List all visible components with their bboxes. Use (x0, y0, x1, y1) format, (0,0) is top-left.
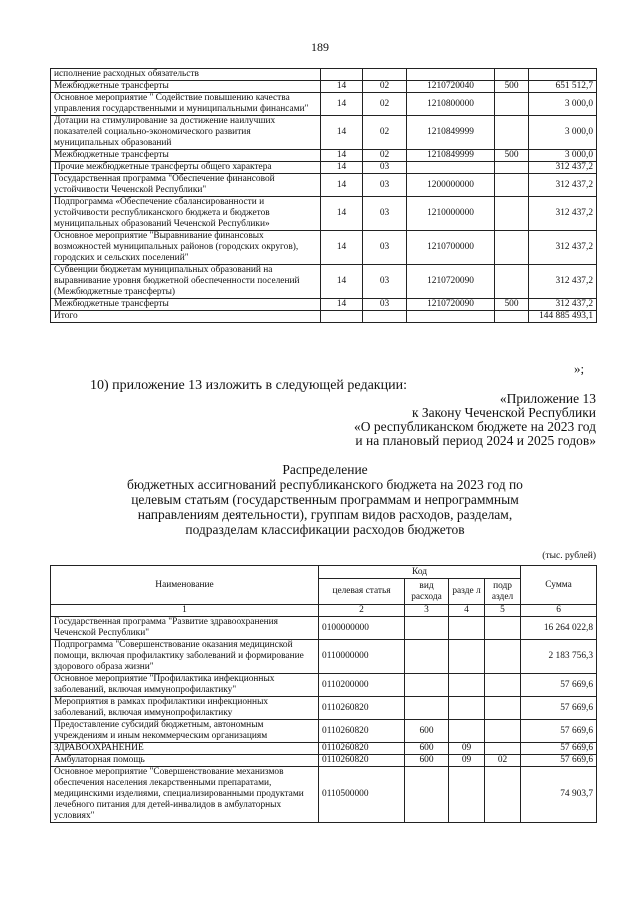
cell-target-article: 1200000000 (407, 174, 495, 197)
cell-expense-type: 600 (405, 720, 449, 743)
cell-section (449, 617, 485, 640)
cell-subsection (485, 743, 521, 755)
cell-name: Мероприятия в рамках профилактики инфекционных заболеваний, включая иммунопрофилактику (51, 697, 319, 720)
cell-subsection (363, 311, 407, 323)
cell-sum: 3 000,0 (529, 116, 597, 150)
table-row (51, 767, 597, 823)
cell-subsection: 02 (485, 755, 521, 767)
header-expense-type: вид расхода (405, 579, 449, 605)
cell-section: 14 (321, 162, 363, 174)
cell-expense-type (495, 116, 529, 150)
cell-section: 14 (321, 93, 363, 116)
cell-name: Подпрограмма «Обеспечение сбалансированности и устойчивости республиканского бюджета и бюджетов муниципальных образований Чеченской Республики» (51, 197, 321, 231)
cell-expense-type (495, 311, 529, 323)
header-section: разде л (449, 579, 485, 605)
cell-subsection: 03 (363, 265, 407, 299)
table-row (51, 743, 597, 755)
cell-expense-type: 500 (495, 299, 529, 311)
cell-expense-type (495, 197, 529, 231)
heading-line: Распределение (282, 462, 368, 477)
cell-section (321, 69, 363, 81)
cell-subsection: 03 (363, 197, 407, 231)
table-row (51, 116, 597, 150)
cell-expense-type (405, 617, 449, 640)
cell-name: Межбюджетные трансферты (51, 81, 321, 93)
cell-name: Предоставление субсидий бюджетным, автономным учреждениям и иным некоммерческим организациям (51, 720, 319, 743)
cell-name: Итого (51, 311, 321, 323)
cell-section: 14 (321, 81, 363, 93)
units-label: (тыс. рублей) (542, 551, 596, 561)
cell-section: 14 (321, 150, 363, 162)
header-code: Код (319, 566, 521, 579)
table-row (51, 311, 597, 323)
cell-section (321, 311, 363, 323)
cell-subsection: 02 (363, 93, 407, 116)
table-row (51, 755, 597, 767)
cell-subsection (485, 617, 521, 640)
cell-name: Основное мероприятие "Выравнивание финансовых возможностей муниципальных районов (городских округов), городских и сельских поселений" (51, 231, 321, 265)
table-row (51, 174, 597, 197)
cell-target-article: 0110260820 (319, 697, 405, 720)
table-row (51, 720, 597, 743)
cell-sum: 57 669,6 (521, 674, 597, 697)
cell-target-article (407, 69, 495, 81)
cell-target-article: 1210800000 (407, 93, 495, 116)
cell-sum: 3 000,0 (529, 93, 597, 116)
cell-subsection: 02 (363, 116, 407, 150)
column-number: 5 (485, 605, 521, 617)
cell-sum: 74 903,7 (521, 767, 597, 823)
table-row (51, 150, 597, 162)
cell-section (449, 697, 485, 720)
cell-sum: 312 437,2 (529, 265, 597, 299)
cell-section: 14 (321, 231, 363, 265)
closing-quote: »; (574, 361, 585, 376)
header-name: Наименование (51, 566, 319, 605)
document-heading (60, 462, 590, 537)
column-number: 1 (51, 605, 319, 617)
table-row (51, 162, 597, 174)
cell-expense-type (495, 93, 529, 116)
cell-name: Подпрограмма "Совершенствование оказания медицинской помощи, включая профилактику заболеваний и формирование здорового образа жизни" (51, 640, 319, 674)
cell-name: Основное мероприятие "Совершенствование механизмов обеспечения населения лекарственными препаратами, медицинскими изделиями, специализированными продуктами лечебного питания для детей-инвалидов в амбулаторных условиях" (51, 767, 319, 823)
cell-subsection (485, 720, 521, 743)
cell-subsection: 03 (363, 231, 407, 265)
cell-sum: 2 183 756,3 (521, 640, 597, 674)
cell-section: 09 (449, 755, 485, 767)
appendix-line: «О республиканском бюджете на 2023 год (353, 419, 596, 434)
table-row (51, 265, 597, 299)
cell-sum: 57 669,6 (521, 743, 597, 755)
table-row (51, 197, 597, 231)
heading-line: бюджетных ассигнований республиканского бюджета на 2023 год по (127, 477, 523, 492)
cell-target-article (407, 311, 495, 323)
cell-target-article: 0110000000 (319, 640, 405, 674)
cell-target-article (407, 162, 495, 174)
table-row (51, 299, 597, 311)
cell-section: 14 (321, 116, 363, 150)
heading-line: подразделам классификации расходов бюджетов (185, 522, 465, 537)
column-number: 2 (319, 605, 405, 617)
cell-sum: 3 000,0 (529, 150, 597, 162)
cell-name: исполнение расходных обязательств (51, 69, 321, 81)
cell-name: Прочие межбюджетные трансферты общего характера (51, 162, 321, 174)
instruction-text: 10) приложение 13 изложить в следующей редакции: (90, 378, 407, 393)
column-number: 6 (521, 605, 597, 617)
appendix-line: «Приложение 13 (499, 391, 596, 406)
table-row (51, 93, 597, 116)
cell-sum: 312 437,2 (529, 162, 597, 174)
cell-subsection (363, 69, 407, 81)
header-target-article: целевая статья (319, 579, 405, 605)
cell-sum: 57 669,6 (521, 720, 597, 743)
cell-sum: 57 669,6 (521, 697, 597, 720)
cell-name: Межбюджетные трансферты (51, 150, 321, 162)
cell-subsection: 02 (363, 81, 407, 93)
appendix-caption (354, 392, 596, 448)
budget-table-continued (50, 68, 597, 323)
cell-expense-type (495, 162, 529, 174)
cell-target-article: 1210700000 (407, 231, 495, 265)
cell-sum: 312 437,2 (529, 174, 597, 197)
table-row (51, 640, 597, 674)
cell-sum: 16 264 022,8 (521, 617, 597, 640)
appendix-line: к Закону Чеченской Республики (411, 405, 596, 420)
cell-expense-type (405, 674, 449, 697)
cell-expense-type: 500 (495, 81, 529, 93)
cell-section: 14 (321, 174, 363, 197)
cell-expense-type (405, 697, 449, 720)
budget-distribution-table (50, 565, 597, 823)
cell-section: 14 (321, 197, 363, 231)
header-subsection: подр аздел (485, 579, 521, 605)
header-sum: Сумма (521, 566, 597, 605)
cell-subsection (485, 674, 521, 697)
cell-section (449, 720, 485, 743)
cell-subsection: 03 (363, 174, 407, 197)
cell-target-article: 1210720090 (407, 265, 495, 299)
appendix-line: и на плановый период 2024 и 2025 годов» (355, 433, 596, 448)
cell-target-article: 0110260820 (319, 755, 405, 767)
cell-sum (529, 69, 597, 81)
table-row (51, 674, 597, 697)
table-row (51, 617, 597, 640)
cell-target-article: 1210720090 (407, 299, 495, 311)
cell-target-article: 0110260820 (319, 743, 405, 755)
cell-subsection: 03 (363, 299, 407, 311)
cell-subsection: 02 (363, 150, 407, 162)
cell-name: Дотации на стимулирование за достижение наилучших показателей социально-экономического развития муниципальных образований (51, 116, 321, 150)
table-row (51, 697, 597, 720)
cell-sum: 312 437,2 (529, 299, 597, 311)
cell-name: Основное мероприятие "Профилактика инфекционных заболеваний, включая иммунопрофилактику" (51, 674, 319, 697)
cell-subsection (485, 697, 521, 720)
cell-target-article: 1210720040 (407, 81, 495, 93)
cell-sum: 651 512,7 (529, 81, 597, 93)
cell-name: Субвенции бюджетам муниципальных образований на выравнивание уровня бюджетной обеспеченности поселений (Межбюджетные трансферты) (51, 265, 321, 299)
cell-expense-type: 600 (405, 755, 449, 767)
cell-target-article: 1210849999 (407, 116, 495, 150)
cell-expense-type (495, 174, 529, 197)
heading-line: целевым статьям (государственным программам и непрограммным (131, 492, 519, 507)
cell-target-article: 1210000000 (407, 197, 495, 231)
cell-section (449, 767, 485, 823)
cell-expense-type: 500 (495, 150, 529, 162)
cell-expense-type (405, 767, 449, 823)
heading-line: направлениям деятельности), группам видов расходов, разделам, (137, 507, 513, 522)
cell-name: Межбюджетные трансферты (51, 299, 321, 311)
cell-expense-type: 600 (405, 743, 449, 755)
cell-section: 14 (321, 299, 363, 311)
cell-target-article: 0110200000 (319, 674, 405, 697)
page-number: 189 (311, 40, 329, 54)
cell-section: 09 (449, 743, 485, 755)
table-row (51, 69, 597, 81)
cell-expense-type (495, 69, 529, 81)
cell-subsection: 03 (363, 162, 407, 174)
cell-name: ЗДРАВООХРАНЕНИЕ (51, 743, 319, 755)
cell-section (449, 640, 485, 674)
cell-expense-type (495, 265, 529, 299)
cell-sum: 144 885 493,1 (529, 311, 597, 323)
cell-expense-type (405, 640, 449, 674)
cell-name: Основное мероприятие " Содействие повышению качества управления государственными и муниципальными финансами" (51, 93, 321, 116)
table-row (51, 81, 597, 93)
cell-target-article: 0110500000 (319, 767, 405, 823)
cell-name: Государственная программа "Обеспечение финансовой устойчивости Чеченской Республики" (51, 174, 321, 197)
cell-name: Государственная программа "Развитие здравоохранения Чеченской Республики" (51, 617, 319, 640)
cell-sum: 312 437,2 (529, 231, 597, 265)
column-number: 3 (405, 605, 449, 617)
cell-sum: 57 669,6 (521, 755, 597, 767)
column-number: 4 (449, 605, 485, 617)
cell-subsection (485, 767, 521, 823)
cell-sum: 312 437,2 (529, 197, 597, 231)
cell-target-article: 0100000000 (319, 617, 405, 640)
cell-section (449, 674, 485, 697)
cell-section: 14 (321, 265, 363, 299)
cell-name: Амбулаторная помощь (51, 755, 319, 767)
cell-subsection (485, 640, 521, 674)
cell-target-article: 0110260820 (319, 720, 405, 743)
cell-expense-type (495, 231, 529, 265)
cell-target-article: 1210849999 (407, 150, 495, 162)
table-row (51, 231, 597, 265)
